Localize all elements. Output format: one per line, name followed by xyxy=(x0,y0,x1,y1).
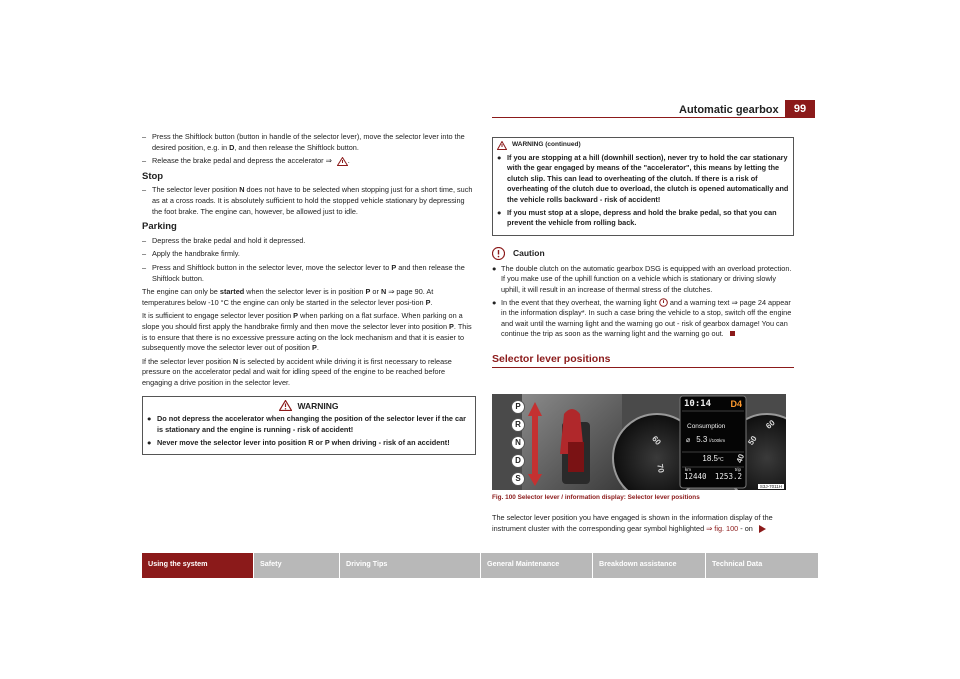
gear-labels xyxy=(511,400,525,486)
selector-lever-figure xyxy=(492,394,786,490)
right-column xyxy=(492,137,794,368)
gear-label-r: R xyxy=(511,418,525,432)
step-item: – Press the Shiftlock button (button in handle of the selector lever), move the selector lever into the desired position, e.g. in D, and then release the Shiftlock button. xyxy=(142,132,465,152)
page-number: 99 xyxy=(785,100,815,118)
page-header-title: Automatic gearbox xyxy=(679,104,779,116)
consumption-label: Consumption xyxy=(687,423,726,430)
gear-label-n: N xyxy=(511,436,525,450)
step-item: – Release the brake pedal and depress the accelerator ⇒ . xyxy=(142,156,350,166)
caution-icon xyxy=(492,247,505,260)
warning-triangle-icon xyxy=(279,400,292,411)
footer-tab-technical-data[interactable]: Technical Data xyxy=(706,553,818,578)
rpm-tick: 50 xyxy=(746,434,759,447)
step-item: – Depress the brake pedal and hold it depressed. xyxy=(142,235,306,245)
header-rule xyxy=(492,117,786,118)
footer-tab-general-maintenance[interactable]: General Maintenance xyxy=(481,553,593,578)
clutch-warning-light-icon xyxy=(659,298,668,307)
warning-continued-box xyxy=(492,137,794,236)
warning-triangle-icon xyxy=(497,141,507,150)
figure-caption: Fig. 100 Selector lever / information display: Selector lever positions xyxy=(492,494,700,501)
left-column xyxy=(142,132,476,455)
caution-bullet: ● In the event that they overheat, the warning light and a warning text ⇒ page 24 appear in the information display*. In such a case bring the vehicle to a stop, switch off the engine and wait until the warning light and the warning go out - risk of gearbox damage! You can continue the trip as soon as the warning light and the warning go out. xyxy=(492,297,792,339)
footer-nav xyxy=(142,553,818,578)
step-item: – Press and Shiftlock button in the selector lever, move the selector lever to P and then release the Shiftlock button. xyxy=(142,262,465,283)
caution-title: Caution xyxy=(513,247,545,258)
end-of-section-icon xyxy=(730,331,735,336)
gear-readout: D4 xyxy=(730,399,742,409)
continue-arrow-icon xyxy=(759,525,766,533)
warning-box xyxy=(142,396,476,455)
warning-continued-title: WARNING (continued) xyxy=(512,141,581,148)
parking-heading: Parking xyxy=(142,221,177,233)
gear-label-p: P xyxy=(511,400,525,414)
section-rule xyxy=(492,367,794,368)
warning-bullet: ● Never move the selector lever into position R or P when driving - risk of an accident! xyxy=(147,437,450,447)
odometer-value: 12440 xyxy=(684,472,707,481)
paragraph-engine-start: The engine can only be started when the selector lever is in position P or N ⇒ page 90. At temperatures below -10 °C the engine can only be started in the selector lever posi-tion P. xyxy=(142,287,434,307)
stop-heading: Stop xyxy=(142,170,164,182)
warning-bullet: ● If you must stop at a slope, depress and hold the brake pedal, so that you can prevent the vehicle from rolling back. xyxy=(497,207,777,228)
paragraph-parking-slope: It is sufficient to engage selector lever position P when parking on a flat surface. When parking on a slope you should first apply the handbrake firmly and then move the selector lever into position P. This is to ensure that there is no excessive pressure acting on the lock mechanism and that it is easier to subsequently move the selector lever out of position P. xyxy=(142,311,472,353)
consumption-unit: l/100km xyxy=(709,438,726,443)
section-title: Selector lever positions xyxy=(492,352,611,365)
footer-tab-driving-tips[interactable]: Driving Tips xyxy=(340,553,481,578)
warning-bullet: ● Do not depress the accelerator when changing the position of the selector lever if the car is stationary and the engine is running - risk of accident! xyxy=(147,414,466,435)
step-item: – The selector lever position N does not have to be selected when stopping just for a short time, such as at a cross roads. It is absolutely sufficient to hold the stopped vehicle stationary by depressing the foot brake. The engine can, however, be allowed just to idle. xyxy=(142,185,473,216)
gear-label-d: D xyxy=(511,454,525,468)
warning-bullet: ● If you are stopping at a hill (downhill section), never try to hold the car stationary with the gear engaged by means of the "accelerator", this means by letting the clutch slip. This can lead to overheating of the clutch. If there is a risk of overheating of the clutch due to overload, the clutch is opened automatically and the vehicle rolls backward - risk of accident! xyxy=(497,152,789,204)
figure-ref-code: S3J-7011H xyxy=(759,484,782,489)
footer-tab-using-the-system[interactable]: Using the system xyxy=(142,553,254,578)
trip-value: 1253.2 xyxy=(714,472,742,481)
consumption-icon: ⌀ xyxy=(686,437,691,444)
paragraph-neutral: If the selector lever position N is selected by accident while driving it is first necessary to release pressure on the accelerator pedal and wait for idling speed of the engine to be reached before engaging a drive position in the selector lever. xyxy=(142,356,452,387)
rpm-tick: 60 xyxy=(764,418,777,431)
footer-tab-breakdown-assistance[interactable]: Breakdown assistance xyxy=(593,553,706,578)
temperature-unit: °C xyxy=(717,457,724,463)
odometer-label: km xyxy=(685,467,691,472)
warning-triangle-icon xyxy=(337,157,348,166)
temperature-value: 18.5 xyxy=(702,454,718,463)
rpm-tick: 40 xyxy=(734,452,747,465)
figure-cross-reference[interactable]: ⇒ fig. 100 xyxy=(706,523,739,533)
caution-bullet: ● The double clutch on the automatic gearbox DSG is equipped with an overload protection. If you make use of the uphill function on a vehicle which is stationary or driving slowly uphill, it will result in an increase of thermal stress of the clutches. xyxy=(492,263,792,294)
step-item: – Apply the handbrake firmly. xyxy=(142,249,240,259)
speed-tick: 60 xyxy=(650,434,663,447)
trip-label: trip xyxy=(734,467,741,472)
warning-title: WARNING xyxy=(297,400,339,411)
info-display xyxy=(682,397,744,487)
clock-readout: 10:14 xyxy=(684,399,712,409)
footer-tab-safety[interactable]: Safety xyxy=(254,553,340,578)
consumption-value: 5.3 xyxy=(696,435,708,444)
gear-label-s: S xyxy=(511,472,525,486)
selector-body-text: The selector lever position you have engaged is shown in the information display of the instrument cluster with the corresponding gear symbol highlighted ⇒ fig. 100 - on xyxy=(492,513,773,533)
speed-tick: 70 xyxy=(655,463,666,474)
